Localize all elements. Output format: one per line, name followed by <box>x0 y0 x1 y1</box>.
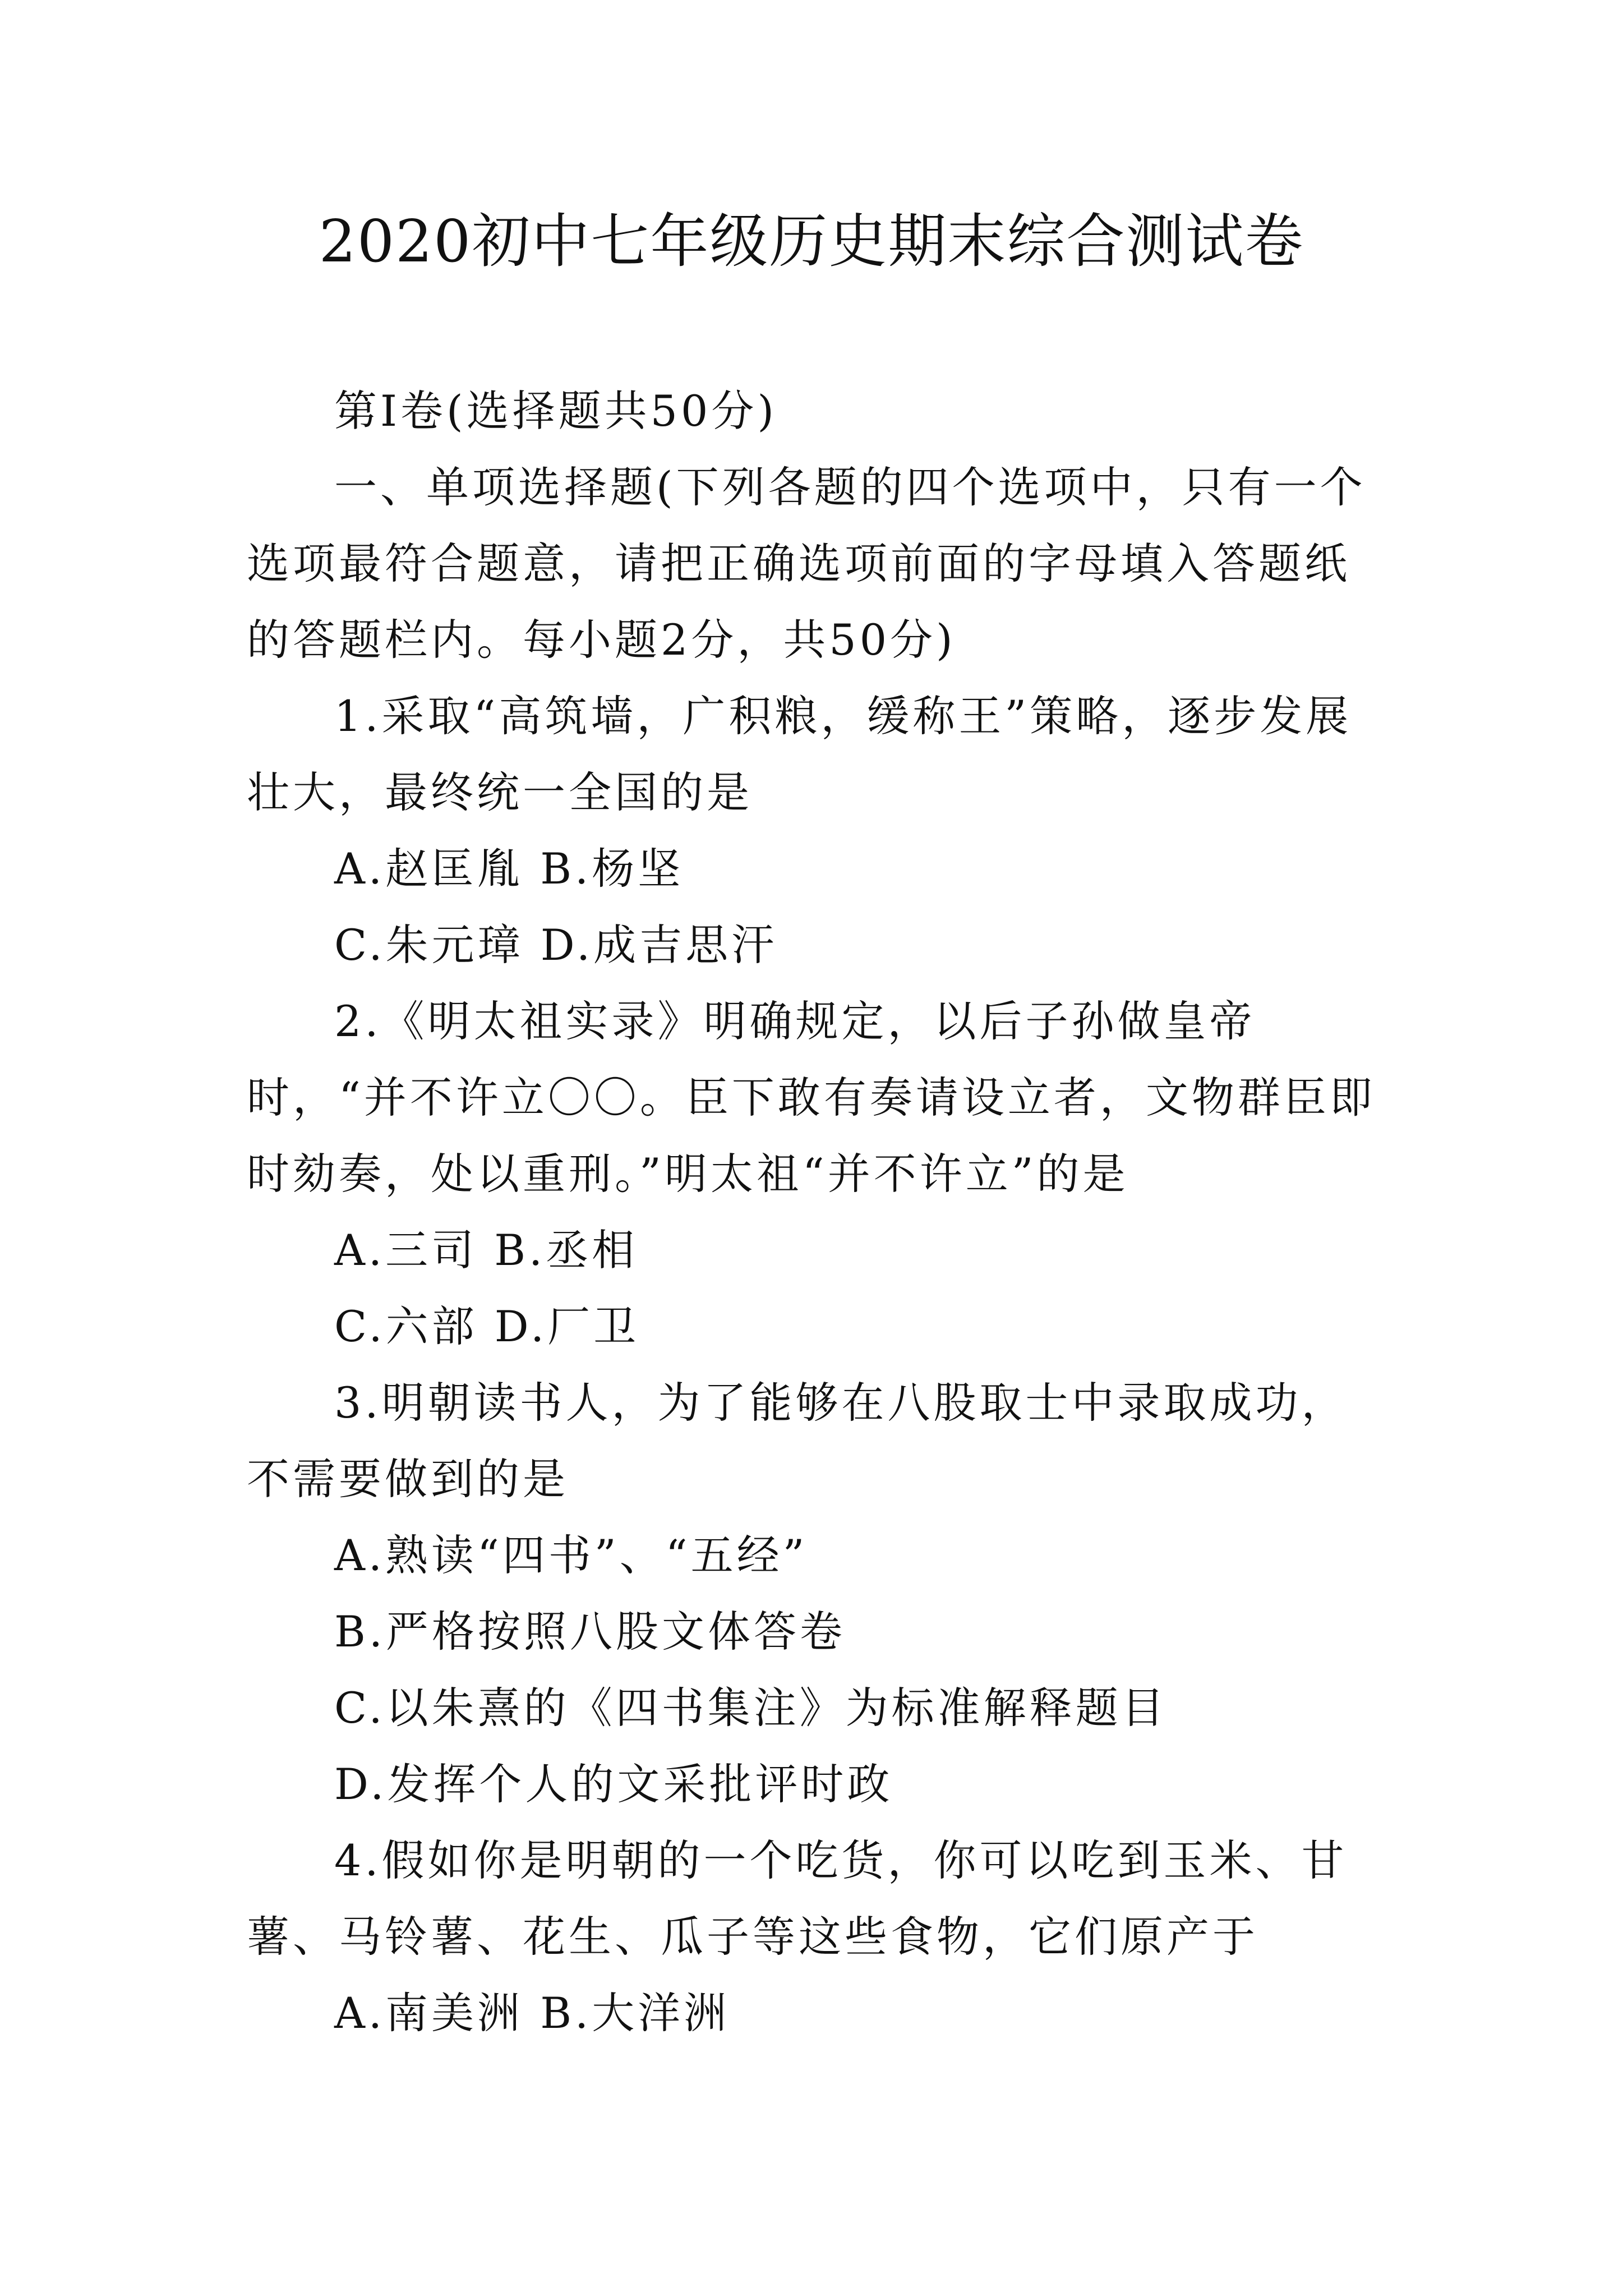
question-1-options-row-1: A.赵匡胤 B.杨坚 <box>334 844 684 894</box>
question-3-stem: 3.明朝读书人，为了能够在八股取士中录取成功，不需要做到的是 <box>247 1378 1348 1504</box>
instructions-text: 一、单项选择题(下列各题的四个选项中，只有一个选项最符合题意，请把正确选项前面的字母填入答题纸的答题栏内。每小题2分，共50分) <box>247 462 1366 665</box>
question-2-options-row-1: A.三司 B.丞相 <box>334 1225 638 1275</box>
question-3-option-b: B.严格按照八股文体答卷 <box>334 1607 846 1657</box>
exam-body <box>247 373 1385 2051</box>
question-1-stem: 1.采取“高筑墙，广积粮，缓称王”策略，逐步发展壮大，最终统一全国的是 <box>247 691 1352 817</box>
page-title: 2020初中七年级历史期末综合测试卷 <box>319 207 1304 275</box>
question-4-options-row-1: A.南美洲 B.大洋洲 <box>334 1988 730 2038</box>
question-2-stem: 2.《明太祖实录》明确规定，以后子孙做皇帝时，“并不许立〇〇。臣下敢有奏请设立者，文物群臣即时劾奏，处以重刑。”明太祖“并不许立”的是 <box>247 996 1376 1199</box>
question-3-option-a: A.熟读“四书”、“五经” <box>334 1530 808 1580</box>
question-2-options-row-2: C.六部 D.厂卫 <box>334 1301 640 1351</box>
question-3-option-c: C.以朱熹的《四书集注》为标准解释题目 <box>334 1683 1168 1733</box>
question-3-option-d: D.发挥个人的文采批评时政 <box>334 1759 893 1809</box>
section-heading: 第Ⅰ卷(选择题共50分) <box>334 386 778 436</box>
question-1-options-row-2: C.朱元璋 D.成吉思汗 <box>334 920 778 970</box>
question-4-stem: 4.假如你是明朝的一个吃货，你可以吃到玉米、甘薯、马铃薯、花生、瓜子等这些食物，它们原产于 <box>247 1835 1348 1962</box>
